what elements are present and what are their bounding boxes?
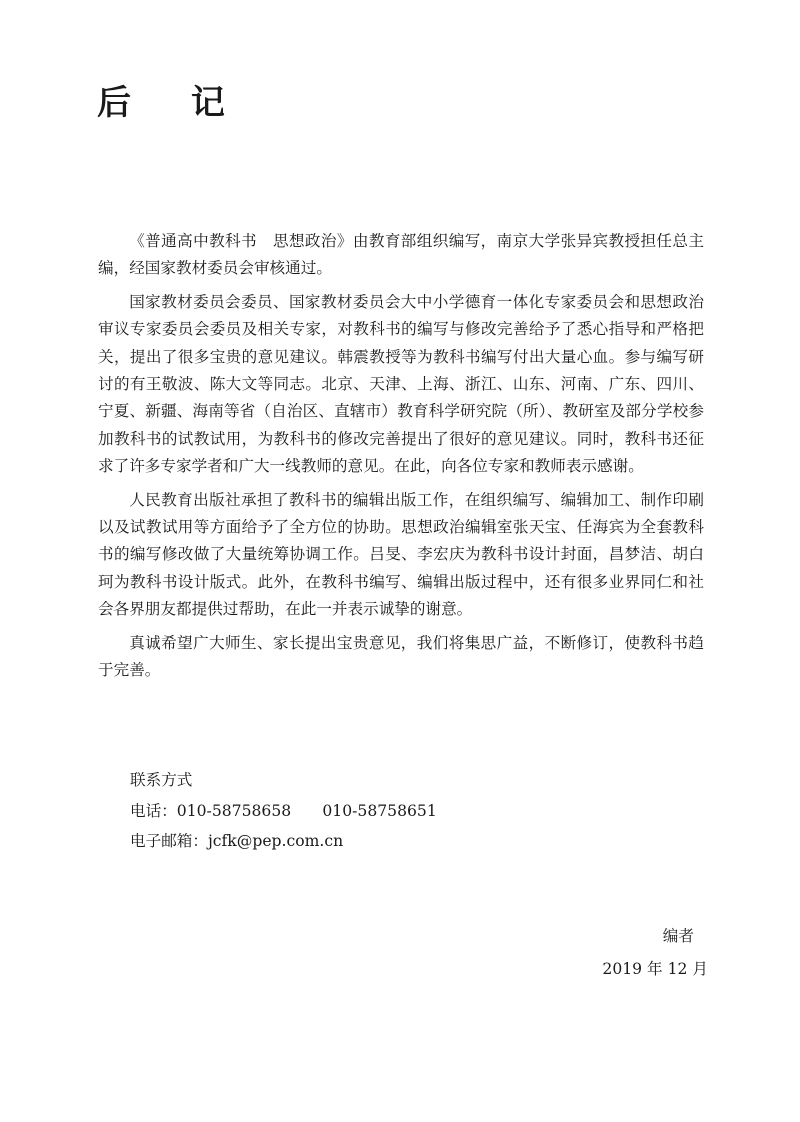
page-title: 后 记	[97, 83, 249, 123]
signature-date: 2019 年 12 月	[602, 960, 708, 978]
contact-heading: 联系方式	[130, 771, 193, 789]
afterword-body	[98, 228, 704, 691]
contact-email: 电子邮箱：jcfk@pep.com.cn	[130, 832, 344, 850]
contact-phone: 电话：010-58758658 010-58758651	[130, 801, 437, 820]
signature	[602, 920, 708, 986]
paragraph-1: 《普通高中教科书 思想政治》由教育部组织编写，南京大学张异宾教授担任总主编，经国家教材委员会审核通过。	[98, 232, 704, 278]
contact-info	[130, 765, 437, 857]
paragraph-2: 国家教材委员会委员、国家教材委员会大中小学德育一体化专家委员会和思想政治审议专家委员会委员及相关专家，对教科书的编写与修改完善给予了悉心指导和严格把关，提出了很多宝贵的意见建议。韩震教授等为教科书编写付出大量心血。参与编写研讨的有王敬波、陈大文等同志。北京、天津、上海、浙江、山东、河南、广东、四川、宁夏、新疆、海南等省（自治区、直辖市）教育科学研究院（所）、教研室及部分学校参加教科书的试教试用，为教科书的修改完善提出了很好的意见建议。同时，教科书还征求了许多专家学者和广大一线教师的意见。在此，向各位专家和教师表示感谢。	[98, 293, 704, 475]
paragraph-3: 人民教育出版社承担了教科书的编辑出版工作，在组织编写、编辑加工、制作印刷以及试教试用等方面给予了全方位的协助。思想政治编辑室张天宝、任海宾为全套教科书的编写修改做了大量统筹协调工作。吕旻、李宏庆为教科书设计封面，昌梦洁、胡白珂为教科书设计版式。此外，在教科书编写、编辑出版过程中，还有很多业界同仁和社会各界朋友都提供过帮助，在此一并表示诚挚的谢意。	[98, 490, 704, 618]
signature-editor: 编者	[662, 927, 694, 945]
paragraph-4: 真诚希望广大师生、家长提出宝贵意见，我们将集思广益，不断修订，使教科书趋于完善。	[98, 633, 704, 679]
